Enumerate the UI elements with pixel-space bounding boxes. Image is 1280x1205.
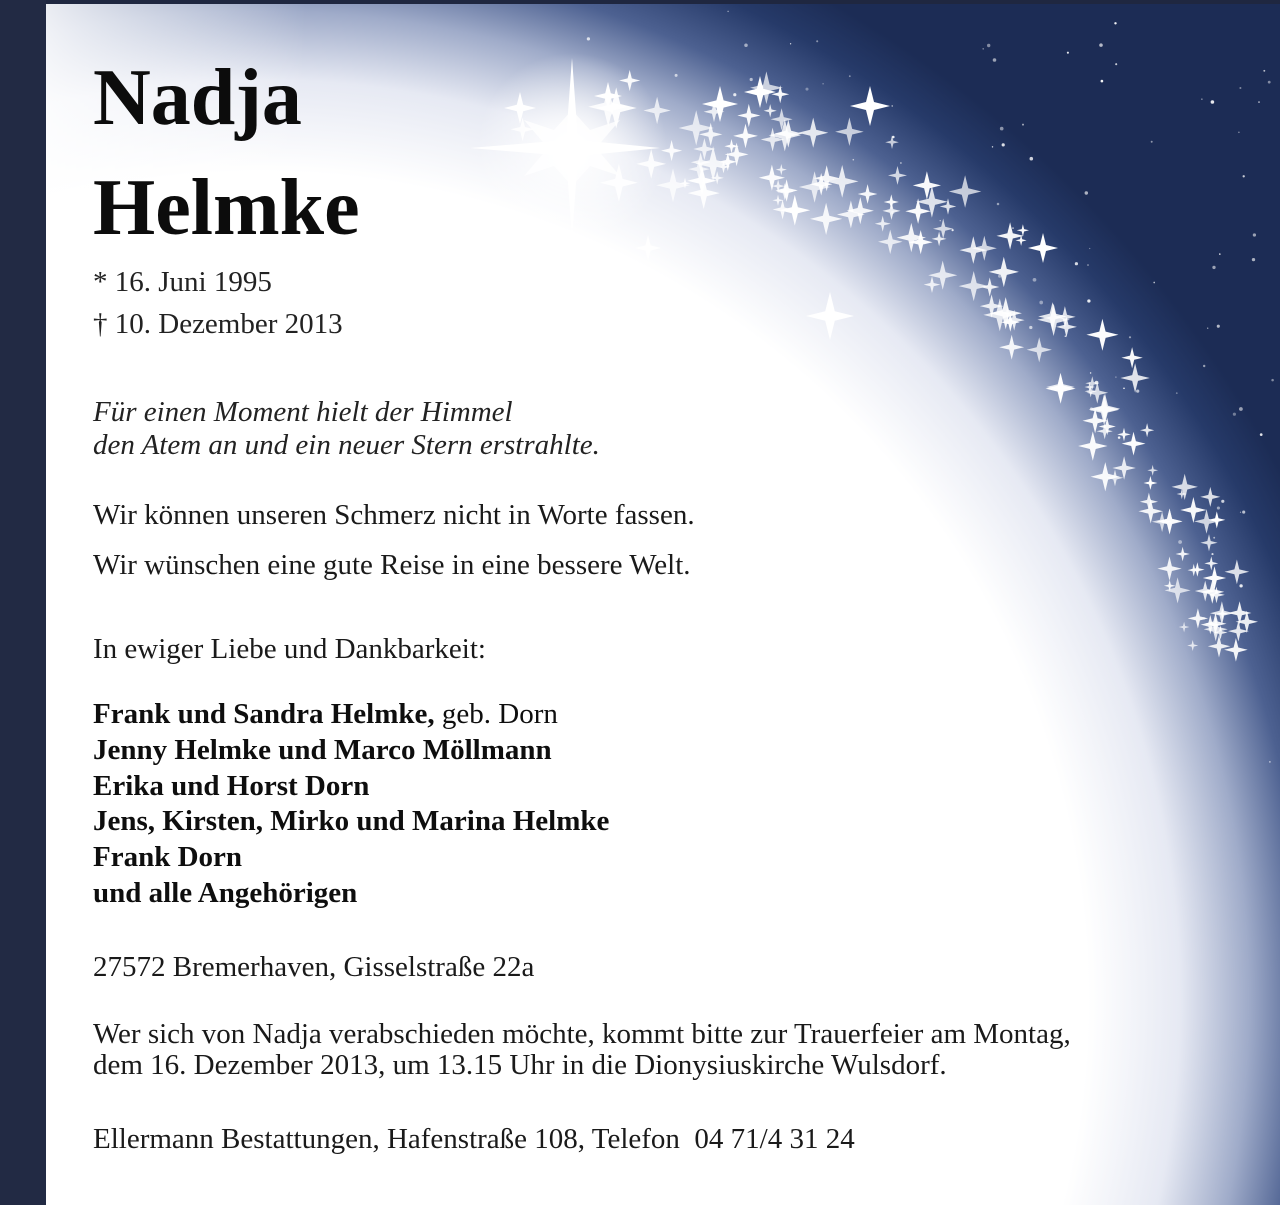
- family-member: [93, 769, 609, 805]
- deceased-first-name: Nadja: [93, 54, 302, 142]
- funeral-info-line: Wer sich von Nadja verabschieden möchte, kommt bitte zur Trauerfeier am Montag,: [93, 1018, 1071, 1050]
- family-member-name: Frank Dorn: [93, 841, 243, 874]
- family-member-name: und alle Angehörigen: [93, 876, 358, 909]
- dedication-text: In ewiger Liebe und Dankbarkeit:: [93, 633, 486, 665]
- family-member-name: Jenny Helmke und Marco Möllmann: [93, 733, 552, 766]
- quote-line: Für einen Moment hielt der Himmel: [93, 396, 513, 428]
- funeral-info: [93, 1019, 1213, 1081]
- family-member-suffix: geb. Dorn: [434, 698, 558, 730]
- funeral-info-line: dem 16. Dezember 2013, um 13.15 Uhr in die Dionysiuskirche Wulsdorf.: [93, 1049, 947, 1081]
- family-member-name: Erika und Horst Dorn: [93, 769, 370, 802]
- family-member-name: Frank und Sandra Helmke,: [93, 698, 435, 730]
- family-address: 27572 Bremerhaven, Gisselstraße 22a: [93, 951, 535, 983]
- farewell-text: Wir wünschen eine gute Reise in eine bessere Welt.: [93, 549, 691, 581]
- family-list: [93, 697, 609, 912]
- family-member: [93, 804, 609, 840]
- memorial-quote: [93, 396, 600, 462]
- family-member: [93, 697, 609, 733]
- family-member-name: Jens, Kirsten, Mirko und Marina Helmke: [93, 805, 610, 838]
- undertaker-info: Ellermann Bestattungen, Hafenstraße 108, Telefon 04 71/4 31 24: [93, 1123, 855, 1155]
- deceased-last-name: Helmke: [93, 164, 360, 252]
- family-member: [93, 876, 609, 912]
- death-date: † 10. Dezember 2013: [93, 308, 343, 340]
- family-member: [93, 840, 609, 876]
- family-member: [93, 733, 609, 769]
- condolence-text: Wir können unseren Schmerz nicht in Worte fassen.: [93, 499, 695, 531]
- left-border: [0, 0, 46, 1205]
- quote-line: den Atem an und ein neuer Stern erstrahlte.: [93, 429, 600, 461]
- birth-date: * 16. Juni 1995: [93, 266, 272, 298]
